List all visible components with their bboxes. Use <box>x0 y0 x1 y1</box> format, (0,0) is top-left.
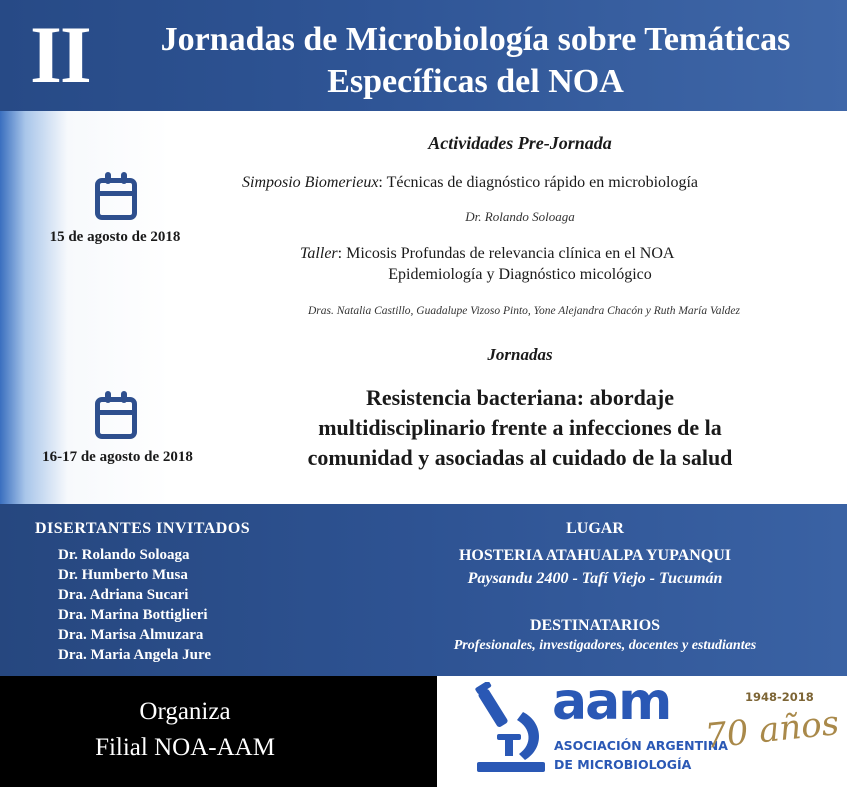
simposio-label: Simposio Biomerieux <box>242 174 379 191</box>
taller-title-line1: : Micosis Profundas de relevancia clínica en el NOA <box>337 245 675 262</box>
organizer-panel <box>0 676 437 787</box>
info-section <box>0 504 847 676</box>
jornadas-heading: Jornadas <box>487 345 553 364</box>
simposio-line <box>242 174 698 192</box>
microscope-icon <box>465 682 555 777</box>
audience-text: Profesionales, investigadores, docentes y estudiantes <box>453 638 757 653</box>
jornadas-date: 16-17 de agosto de 2018 <box>42 449 193 465</box>
simposio-speaker: Dr. Rolando Soloaga <box>465 209 575 224</box>
taller-speakers: Dras. Natalia Castillo, Guadalupe Vizoso Pinto, Yone Alejandra Chacón y Ruth María Valdez <box>307 305 740 317</box>
organiza-label: Organiza <box>139 698 231 725</box>
venue-address: Paysandu 2400 - Tafí Viejo - Tucumán <box>467 570 723 587</box>
theme-line3: comunidad y asociadas al cuidado de la salud <box>307 445 733 470</box>
aam-logo-panel <box>437 672 847 787</box>
event-title-line1: Jornadas de Microbiología sobre Temáticas <box>160 21 791 58</box>
speakers-heading: DISERTANTES INVITADOS <box>35 520 251 537</box>
speaker-item: Dra. Marisa Almuzara <box>58 627 204 643</box>
taller-label: Taller <box>300 245 338 262</box>
header-banner <box>0 0 847 111</box>
organizer-name: Filial NOA-AAM <box>95 734 275 761</box>
audience-heading: DESTINATARIOS <box>529 617 661 634</box>
logo-name-line1: ASOCIACIÓN ARGENTINA <box>554 738 728 753</box>
pre-jornada-date: 15 de agosto de 2018 <box>49 229 181 245</box>
taller-title-line2: Epidemiología y Diagnóstico micológico <box>388 266 652 283</box>
anniversary-label: 70 años <box>703 703 841 757</box>
calendar-icon <box>95 178 137 220</box>
speaker-item: Dr. Rolando Soloaga <box>58 547 190 563</box>
simposio-title: : Técnicas de diagnóstico rápido en microbiología <box>378 174 699 191</box>
calendar-icon <box>95 397 137 439</box>
pre-jornada-heading: Actividades Pre-Jornada <box>428 133 612 153</box>
theme-line1: Resistencia bacteriana: abordaje <box>366 385 674 410</box>
logo-name-line2: DE MICROBIOLOGÍA <box>554 757 692 772</box>
event-title-line2: Específicas del NOA <box>327 63 624 100</box>
speaker-item: Dra. Adriana Sucari <box>58 587 189 603</box>
venue-name: HOSTERIA ATAHUALPA YUPANQUI <box>458 547 732 564</box>
venue-heading: LUGAR <box>566 520 624 537</box>
program-section <box>0 111 847 504</box>
speaker-item: Dra. Marina Bottiglieri <box>58 607 208 623</box>
speaker-item: Dra. Maria Angela Jure <box>58 647 212 663</box>
speaker-item: Dr. Humberto Musa <box>58 567 188 583</box>
logo-acronym: aam <box>552 672 671 732</box>
years-range: 1948-2018 <box>745 690 814 704</box>
taller-line1 <box>300 245 674 263</box>
theme-line2: multidisciplinario frente a infecciones de la <box>318 415 722 440</box>
edition-numeral: II <box>30 9 90 100</box>
